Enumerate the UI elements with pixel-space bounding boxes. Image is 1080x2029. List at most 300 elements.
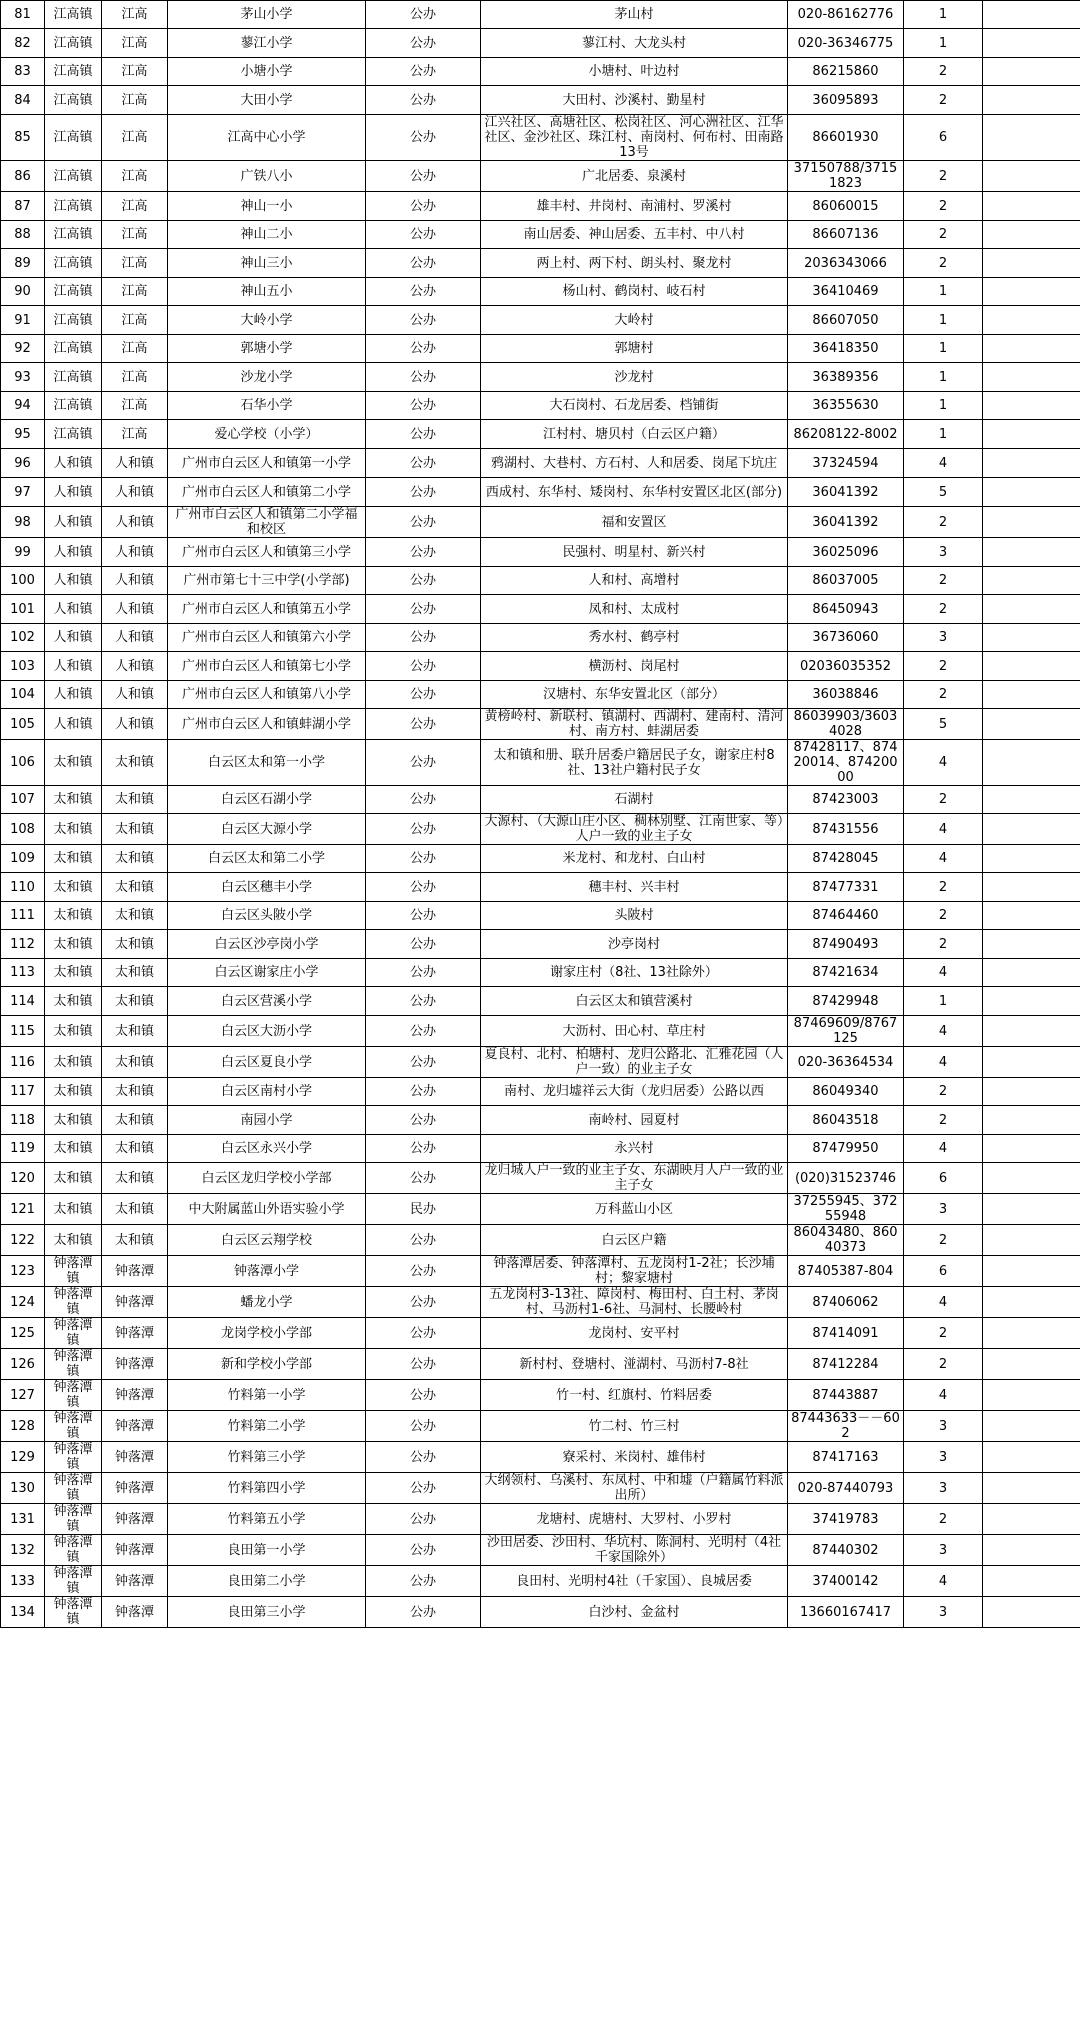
table-row: [1, 652, 1080, 681]
town-name: 人和镇: [45, 507, 102, 538]
town-name: 太和镇: [45, 902, 102, 930]
table-row: [1, 1442, 1080, 1473]
class-count: 1: [904, 278, 983, 306]
table-row: [1, 1135, 1080, 1163]
school-type: 公办: [366, 192, 481, 221]
table-row: [1, 1256, 1080, 1287]
town-name: 江高镇: [45, 86, 102, 115]
school-name: 白云区营溪小学: [168, 987, 366, 1016]
contact-phone: 87405387-804: [788, 1256, 904, 1287]
area-name: 江高: [102, 249, 168, 278]
school-type: 公办: [366, 873, 481, 902]
contact-phone: 87431556: [788, 814, 904, 845]
empty-cell: [983, 478, 1080, 507]
empty-cell: [983, 1256, 1080, 1287]
class-count: 2: [904, 902, 983, 930]
town-name: 江高镇: [45, 115, 102, 161]
class-count: 4: [904, 1287, 983, 1318]
school-name: 广州市白云区人和镇第二小学福和校区: [168, 507, 366, 538]
row-number: 92: [1, 335, 45, 363]
school-name: 蟠龙小学: [168, 1287, 366, 1318]
school-name: 郭塘小学: [168, 335, 366, 363]
row-number: 97: [1, 478, 45, 507]
school-type: 公办: [366, 449, 481, 478]
school-name: 广州市白云区人和镇第二小学: [168, 478, 366, 507]
row-number: 114: [1, 987, 45, 1016]
table-row: [1, 567, 1080, 595]
row-number: 123: [1, 1256, 45, 1287]
empty-cell: [983, 1163, 1080, 1194]
contact-phone: 36095893: [788, 86, 904, 115]
school-name: 竹料第一小学: [168, 1380, 366, 1411]
school-name: 石华小学: [168, 392, 366, 420]
town-name: 太和镇: [45, 1163, 102, 1194]
enrollment-villages: 横沥村、岗尾村: [481, 652, 788, 681]
class-count: 1: [904, 420, 983, 449]
area-name: 太和镇: [102, 845, 168, 873]
area-name: 钟落潭: [102, 1380, 168, 1411]
table-row: [1, 814, 1080, 845]
contact-phone: 36410469: [788, 278, 904, 306]
school-type: 公办: [366, 538, 481, 567]
class-count: 2: [904, 930, 983, 959]
contact-phone: 86043480、86040373: [788, 1225, 904, 1256]
table-row: [1, 987, 1080, 1016]
table-row: [1, 930, 1080, 959]
school-name: 广州市白云区人和镇蚌湖小学: [168, 709, 366, 740]
table-row: [1, 1016, 1080, 1047]
school-type: 公办: [366, 814, 481, 845]
class-count: 6: [904, 1256, 983, 1287]
empty-cell: [983, 652, 1080, 681]
enrollment-villages: 龙归城人户一致的业主子女、东湖映月人户一致的业主子女: [481, 1163, 788, 1194]
contact-phone: 87428117、87420014、87420000: [788, 740, 904, 786]
enrollment-villages: 龙岗村、安平村: [481, 1318, 788, 1349]
contact-phone: 36355630: [788, 392, 904, 420]
school-type: 公办: [366, 567, 481, 595]
row-number: 115: [1, 1016, 45, 1047]
area-name: 江高: [102, 86, 168, 115]
table-row: [1, 624, 1080, 652]
class-count: 2: [904, 507, 983, 538]
class-count: 4: [904, 1016, 983, 1047]
town-name: 钟落潭镇: [45, 1535, 102, 1566]
table-row: [1, 1, 1080, 29]
row-number: 82: [1, 29, 45, 58]
class-count: 2: [904, 1318, 983, 1349]
town-name: 钟落潭镇: [45, 1411, 102, 1442]
school-type: 公办: [366, 58, 481, 86]
empty-cell: [983, 192, 1080, 221]
school-name: 沙龙小学: [168, 363, 366, 392]
empty-cell: [983, 115, 1080, 161]
school-type: 公办: [366, 930, 481, 959]
table-row: [1, 449, 1080, 478]
enrollment-villages: 白沙村、金盆村: [481, 1597, 788, 1628]
enrollment-villages: 民强村、明星村、新兴村: [481, 538, 788, 567]
row-number: 125: [1, 1318, 45, 1349]
enrollment-villages: 福和安置区: [481, 507, 788, 538]
table-row: [1, 115, 1080, 161]
enrollment-villages: 石湖村: [481, 786, 788, 814]
empty-cell: [983, 1194, 1080, 1225]
area-name: 太和镇: [102, 1163, 168, 1194]
enrollment-villages: 南岭村、园夏村: [481, 1106, 788, 1135]
contact-phone: 36038846: [788, 681, 904, 709]
contact-phone: 86039903/36034028: [788, 709, 904, 740]
row-number: 134: [1, 1597, 45, 1628]
empty-cell: [983, 902, 1080, 930]
contact-phone: 87443633－－602: [788, 1411, 904, 1442]
town-name: 太和镇: [45, 1135, 102, 1163]
area-name: 人和镇: [102, 538, 168, 567]
empty-cell: [983, 814, 1080, 845]
school-type: 民办: [366, 1194, 481, 1225]
table-row: [1, 161, 1080, 192]
school-type: 公办: [366, 1442, 481, 1473]
school-name: 小塘小学: [168, 58, 366, 86]
school-name: 白云区穗丰小学: [168, 873, 366, 902]
town-name: 江高镇: [45, 278, 102, 306]
enrollment-villages: 头陂村: [481, 902, 788, 930]
empty-cell: [983, 845, 1080, 873]
town-name: 人和镇: [45, 652, 102, 681]
town-name: 人和镇: [45, 709, 102, 740]
school-name: 白云区石湖小学: [168, 786, 366, 814]
school-type: 公办: [366, 161, 481, 192]
enrollment-villages: 白云区太和镇营溪村: [481, 987, 788, 1016]
contact-phone: 02036035352: [788, 652, 904, 681]
area-name: 江高: [102, 392, 168, 420]
row-number: 108: [1, 814, 45, 845]
table-row: [1, 1380, 1080, 1411]
enrollment-villages: 万科蓝山小区: [481, 1194, 788, 1225]
empty-cell: [983, 86, 1080, 115]
town-name: 钟落潭镇: [45, 1287, 102, 1318]
row-number: 129: [1, 1442, 45, 1473]
town-name: 人和镇: [45, 567, 102, 595]
school-name: 钟落潭小学: [168, 1256, 366, 1287]
row-number: 95: [1, 420, 45, 449]
area-name: 钟落潭: [102, 1287, 168, 1318]
town-name: 太和镇: [45, 740, 102, 786]
town-name: 钟落潭镇: [45, 1566, 102, 1597]
area-name: 钟落潭: [102, 1318, 168, 1349]
school-type: 公办: [366, 1597, 481, 1628]
school-type: 公办: [366, 1473, 481, 1504]
school-name: 中大附属蓝山外语实验小学: [168, 1194, 366, 1225]
town-name: 太和镇: [45, 1047, 102, 1078]
enrollment-villages: 白云区户籍: [481, 1225, 788, 1256]
area-name: 钟落潭: [102, 1535, 168, 1566]
school-type: 公办: [366, 1318, 481, 1349]
table-row: [1, 335, 1080, 363]
empty-cell: [983, 1411, 1080, 1442]
town-name: 太和镇: [45, 786, 102, 814]
area-name: 人和镇: [102, 652, 168, 681]
town-name: 江高镇: [45, 335, 102, 363]
class-count: 1: [904, 1, 983, 29]
town-name: 人和镇: [45, 681, 102, 709]
contact-phone: 87469609/8767125: [788, 1016, 904, 1047]
contact-phone: 86060015: [788, 192, 904, 221]
class-count: 2: [904, 1349, 983, 1380]
town-name: 太和镇: [45, 1225, 102, 1256]
school-type: 公办: [366, 845, 481, 873]
empty-cell: [983, 1, 1080, 29]
class-count: 5: [904, 478, 983, 507]
empty-cell: [983, 740, 1080, 786]
town-name: 太和镇: [45, 987, 102, 1016]
row-number: 131: [1, 1504, 45, 1535]
school-type: 公办: [366, 1287, 481, 1318]
school-type: 公办: [366, 1047, 481, 1078]
contact-phone: 87406062: [788, 1287, 904, 1318]
class-count: 4: [904, 959, 983, 987]
town-name: 钟落潭镇: [45, 1597, 102, 1628]
empty-cell: [983, 507, 1080, 538]
area-name: 太和镇: [102, 902, 168, 930]
enrollment-villages: 竹二村、竹三村: [481, 1411, 788, 1442]
contact-phone: 87428045: [788, 845, 904, 873]
class-count: 4: [904, 1566, 983, 1597]
class-count: 3: [904, 1597, 983, 1628]
enrollment-villages: 蓼江村、大龙头村: [481, 29, 788, 58]
enrollment-villages: 黄榜岭村、新联村、镇湖村、西湖村、建南村、清河村、南方村、蚌湖居委: [481, 709, 788, 740]
school-name: 江高中心小学: [168, 115, 366, 161]
empty-cell: [983, 1287, 1080, 1318]
empty-cell: [983, 595, 1080, 624]
table-row: [1, 507, 1080, 538]
contact-phone: 2036343066: [788, 249, 904, 278]
row-number: 84: [1, 86, 45, 115]
area-name: 江高: [102, 192, 168, 221]
row-number: 118: [1, 1106, 45, 1135]
enrollment-villages: 沙田居委、沙田村、华坑村、陈洞村、光明村（4社千家国除外）: [481, 1535, 788, 1566]
area-name: 钟落潭: [102, 1566, 168, 1597]
area-name: 江高: [102, 221, 168, 249]
school-type: 公办: [366, 1380, 481, 1411]
area-name: 江高: [102, 363, 168, 392]
table-row: [1, 959, 1080, 987]
town-name: 钟落潭镇: [45, 1442, 102, 1473]
school-name: 良田第一小学: [168, 1535, 366, 1566]
town-name: 太和镇: [45, 1016, 102, 1047]
class-count: 4: [904, 814, 983, 845]
contact-phone: 020-36346775: [788, 29, 904, 58]
enrollment-villages: 雄丰村、井岗村、南浦村、罗溪村: [481, 192, 788, 221]
row-number: 101: [1, 595, 45, 624]
table-row: [1, 478, 1080, 507]
area-name: 太和镇: [102, 814, 168, 845]
school-type: 公办: [366, 1225, 481, 1256]
contact-phone: 36041392: [788, 507, 904, 538]
contact-phone: 020-87440793: [788, 1473, 904, 1504]
row-number: 120: [1, 1163, 45, 1194]
school-name: 大岭小学: [168, 306, 366, 335]
town-name: 钟落潭镇: [45, 1473, 102, 1504]
table-row: [1, 709, 1080, 740]
row-number: 83: [1, 58, 45, 86]
class-count: 4: [904, 1047, 983, 1078]
class-count: 2: [904, 1225, 983, 1256]
class-count: 4: [904, 1135, 983, 1163]
enrollment-villages: 沙亭岗村: [481, 930, 788, 959]
enrollment-villages: 永兴村: [481, 1135, 788, 1163]
table-row: [1, 278, 1080, 306]
table-row: [1, 392, 1080, 420]
area-name: 人和镇: [102, 507, 168, 538]
empty-cell: [983, 58, 1080, 86]
enrollment-villages: 广北居委、泉溪村: [481, 161, 788, 192]
area-name: 太和镇: [102, 786, 168, 814]
table-row: [1, 1411, 1080, 1442]
school-name: 蓼江小学: [168, 29, 366, 58]
row-number: 117: [1, 1078, 45, 1106]
row-number: 103: [1, 652, 45, 681]
class-count: 4: [904, 1380, 983, 1411]
school-type: 公办: [366, 1535, 481, 1566]
area-name: 太和镇: [102, 740, 168, 786]
school-name: 广铁八小: [168, 161, 366, 192]
school-name: 神山三小: [168, 249, 366, 278]
row-number: 128: [1, 1411, 45, 1442]
enrollment-villages: 两上村、两下村、朗头村、聚龙村: [481, 249, 788, 278]
empty-cell: [983, 624, 1080, 652]
enrollment-villages: 沙龙村: [481, 363, 788, 392]
town-name: 钟落潭镇: [45, 1256, 102, 1287]
contact-phone: 36041392: [788, 478, 904, 507]
school-type: 公办: [366, 786, 481, 814]
town-name: 太和镇: [45, 959, 102, 987]
table-row: [1, 1318, 1080, 1349]
contact-phone: 37150788/37151823: [788, 161, 904, 192]
school-type: 公办: [366, 478, 481, 507]
empty-cell: [983, 221, 1080, 249]
area-name: 钟落潭: [102, 1349, 168, 1380]
town-name: 江高镇: [45, 192, 102, 221]
school-type: 公办: [366, 335, 481, 363]
school-name: 白云区龙归学校小学部: [168, 1163, 366, 1194]
empty-cell: [983, 1135, 1080, 1163]
empty-cell: [983, 786, 1080, 814]
contact-phone: 36389356: [788, 363, 904, 392]
empty-cell: [983, 959, 1080, 987]
empty-cell: [983, 1442, 1080, 1473]
empty-cell: [983, 1016, 1080, 1047]
enrollment-villages: 凤和村、太成村: [481, 595, 788, 624]
area-name: 钟落潭: [102, 1597, 168, 1628]
town-name: 江高镇: [45, 221, 102, 249]
table-row: [1, 1078, 1080, 1106]
school-type: 公办: [366, 420, 481, 449]
table-row: [1, 306, 1080, 335]
town-name: 太和镇: [45, 1194, 102, 1225]
area-name: 钟落潭: [102, 1256, 168, 1287]
row-number: 87: [1, 192, 45, 221]
empty-cell: [983, 1318, 1080, 1349]
row-number: 126: [1, 1349, 45, 1380]
class-count: 2: [904, 249, 983, 278]
area-name: 人和镇: [102, 567, 168, 595]
town-name: 人和镇: [45, 624, 102, 652]
table-row: [1, 681, 1080, 709]
school-name: 白云区夏良小学: [168, 1047, 366, 1078]
class-count: 3: [904, 1473, 983, 1504]
table-row: [1, 29, 1080, 58]
enrollment-villages: 五龙岗村3-13社、障岗村、梅田村、白土村、茅岗村、马沥村1-6社、马洞村、长腰岭村: [481, 1287, 788, 1318]
row-number: 110: [1, 873, 45, 902]
school-name: 竹料第二小学: [168, 1411, 366, 1442]
class-count: 4: [904, 845, 983, 873]
school-name: 白云区太和第一小学: [168, 740, 366, 786]
contact-phone: 87429948: [788, 987, 904, 1016]
contact-phone: 87440302: [788, 1535, 904, 1566]
school-type: 公办: [366, 1566, 481, 1597]
school-type: 公办: [366, 681, 481, 709]
empty-cell: [983, 1380, 1080, 1411]
school-type: 公办: [366, 740, 481, 786]
area-name: 江高: [102, 278, 168, 306]
contact-phone: 86215860: [788, 58, 904, 86]
class-count: 2: [904, 86, 983, 115]
area-name: 太和镇: [102, 1078, 168, 1106]
school-name: 爱心学校（小学）: [168, 420, 366, 449]
school-type: 公办: [366, 392, 481, 420]
school-type: 公办: [366, 115, 481, 161]
enrollment-villages: 南村、龙归墟祥云大街（龙归居委）公路以西: [481, 1078, 788, 1106]
area-name: 江高: [102, 335, 168, 363]
school-type: 公办: [366, 1349, 481, 1380]
table-row: [1, 1194, 1080, 1225]
row-number: 113: [1, 959, 45, 987]
enrollment-villages: 米龙村、和龙村、白山村: [481, 845, 788, 873]
school-type: 公办: [366, 1504, 481, 1535]
school-type: 公办: [366, 595, 481, 624]
area-name: 钟落潭: [102, 1473, 168, 1504]
enrollment-villages: 穗丰村、兴丰村: [481, 873, 788, 902]
town-name: 人和镇: [45, 595, 102, 624]
contact-phone: 86208122-8002: [788, 420, 904, 449]
row-number: 105: [1, 709, 45, 740]
area-name: 太和镇: [102, 930, 168, 959]
class-count: 2: [904, 567, 983, 595]
school-type: 公办: [366, 1411, 481, 1442]
row-number: 133: [1, 1566, 45, 1597]
empty-cell: [983, 1047, 1080, 1078]
town-name: 江高镇: [45, 306, 102, 335]
area-name: 江高: [102, 58, 168, 86]
class-count: 6: [904, 115, 983, 161]
empty-cell: [983, 1225, 1080, 1256]
area-name: 太和镇: [102, 1194, 168, 1225]
contact-phone: 87443887: [788, 1380, 904, 1411]
school-type: 公办: [366, 363, 481, 392]
contact-phone: 36418350: [788, 335, 904, 363]
class-count: 5: [904, 709, 983, 740]
empty-cell: [983, 538, 1080, 567]
row-number: 104: [1, 681, 45, 709]
empty-cell: [983, 681, 1080, 709]
town-name: 太和镇: [45, 814, 102, 845]
row-number: 121: [1, 1194, 45, 1225]
table-row: [1, 221, 1080, 249]
class-count: 2: [904, 652, 983, 681]
table-row: [1, 1597, 1080, 1628]
contact-phone: 36025096: [788, 538, 904, 567]
class-count: 2: [904, 681, 983, 709]
empty-cell: [983, 29, 1080, 58]
